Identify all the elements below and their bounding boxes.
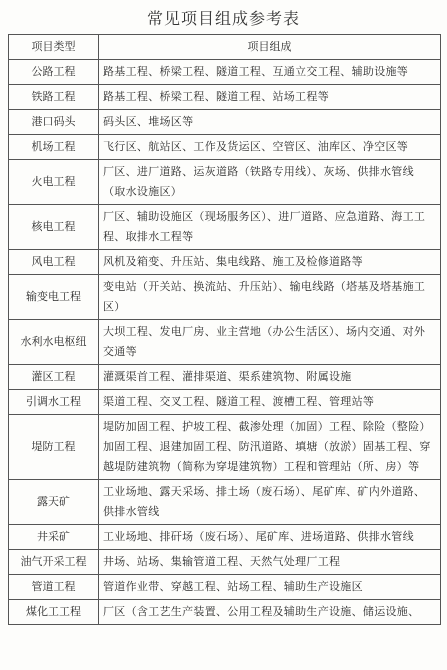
project-type-cell: 港口码头 [9, 110, 99, 135]
page-title: 常见项目组成参考表 [146, 9, 300, 28]
project-type-cell: 管道工程 [9, 575, 99, 600]
project-composition-cell: 管道作业带、穿越工程、站场工程、辅助生产设施区 [99, 575, 441, 600]
composition-table [8, 34, 441, 625]
table-row [9, 275, 441, 320]
project-type-cell: 煤化工工程 [9, 600, 99, 625]
project-type-cell: 铁路工程 [9, 85, 99, 110]
project-type-cell: 油气开采工程 [9, 550, 99, 575]
table-row [9, 480, 441, 525]
table-row [9, 525, 441, 550]
project-composition-cell: 路基工程、桥梁工程、隧道工程、互通立交工程、辅助设施等 [99, 60, 441, 85]
project-composition-cell: 灌溉渠首工程、灌排渠道、渠系建筑物、附属设施 [99, 365, 441, 390]
project-type-cell: 核电工程 [9, 205, 99, 250]
table-row [9, 160, 441, 205]
table-row [9, 390, 441, 415]
table-row [9, 415, 441, 480]
project-type-cell: 引调水工程 [9, 390, 99, 415]
project-composition-cell: 工业场地、排矸场（废石场）、尾矿库、进场道路、供排水管线 [99, 525, 441, 550]
project-composition-cell: 风机及箱变、升压站、集电线路、施工及检修道路等 [99, 250, 441, 275]
project-composition-cell: 渠道工程、交叉工程、隧道工程、渡槽工程、管理站等 [99, 390, 441, 415]
project-composition-cell: 井场、站场、集输管道工程、天然气处理厂工程 [99, 550, 441, 575]
project-type-cell: 风电工程 [9, 250, 99, 275]
project-type-cell: 堤防工程 [9, 415, 99, 480]
project-composition-cell: 工业场地、露天采场、排土场（废石场）、尾矿库、矿内外道路、供排水管线 [99, 480, 441, 525]
header-project-composition: 项目组成 [99, 35, 441, 60]
project-composition-cell: 变电站（开关站、换流站、升压站）、输电线路（塔基及塔基施工区） [99, 275, 441, 320]
header-project-type: 项目类型 [9, 35, 99, 60]
table-row [9, 550, 441, 575]
table-row [9, 575, 441, 600]
table-row [9, 205, 441, 250]
table-row [9, 110, 441, 135]
table-row [9, 365, 441, 390]
table-row [9, 85, 441, 110]
project-type-cell: 露天矿 [9, 480, 99, 525]
project-type-cell: 火电工程 [9, 160, 99, 205]
project-composition-cell: 大坝工程、发电厂房、业主营地（办公生活区）、场内交通、对外交通等 [99, 320, 441, 365]
project-type-cell: 输变电工程 [9, 275, 99, 320]
table-row [9, 60, 441, 85]
table-row [9, 250, 441, 275]
project-type-cell: 机场工程 [9, 135, 99, 160]
table-row [9, 135, 441, 160]
project-type-cell: 公路工程 [9, 60, 99, 85]
project-composition-cell: 厂区、辅助设施区（现场服务区）、进厂道路、应急道路、海工工程、取排水工程等 [99, 205, 441, 250]
project-composition-cell: 厂区、进厂道路、运灰道路（铁路专用线）、灰场、供排水管线（取水设施区） [99, 160, 441, 205]
table-header-row [9, 35, 441, 60]
project-composition-cell: 堤防加固工程、护坡工程、截渗处理（加固）工程、除险（整险）加固工程、退建加固工程、防汛道路、填塘（放淤）固基工程、穿越堤防建筑物（简称为穿堤建筑物）工程和管理站（所、房）等 [99, 415, 441, 480]
project-composition-cell: 飞行区、航站区、工作及货运区、空管区、油库区、净空区等 [99, 135, 441, 160]
table-row [9, 320, 441, 365]
project-type-cell: 井采矿 [9, 525, 99, 550]
project-composition-cell: 厂区（含工艺生产装置、公用工程及辅助生产设施、储运设施、 [99, 600, 441, 625]
project-composition-cell: 码头区、堆场区等 [99, 110, 441, 135]
project-type-cell: 水利水电枢纽 [9, 320, 99, 365]
project-composition-cell: 路基工程、桥梁工程、隧道工程、站场工程等 [99, 85, 441, 110]
table-row [9, 600, 441, 625]
project-type-cell: 灌区工程 [9, 365, 99, 390]
